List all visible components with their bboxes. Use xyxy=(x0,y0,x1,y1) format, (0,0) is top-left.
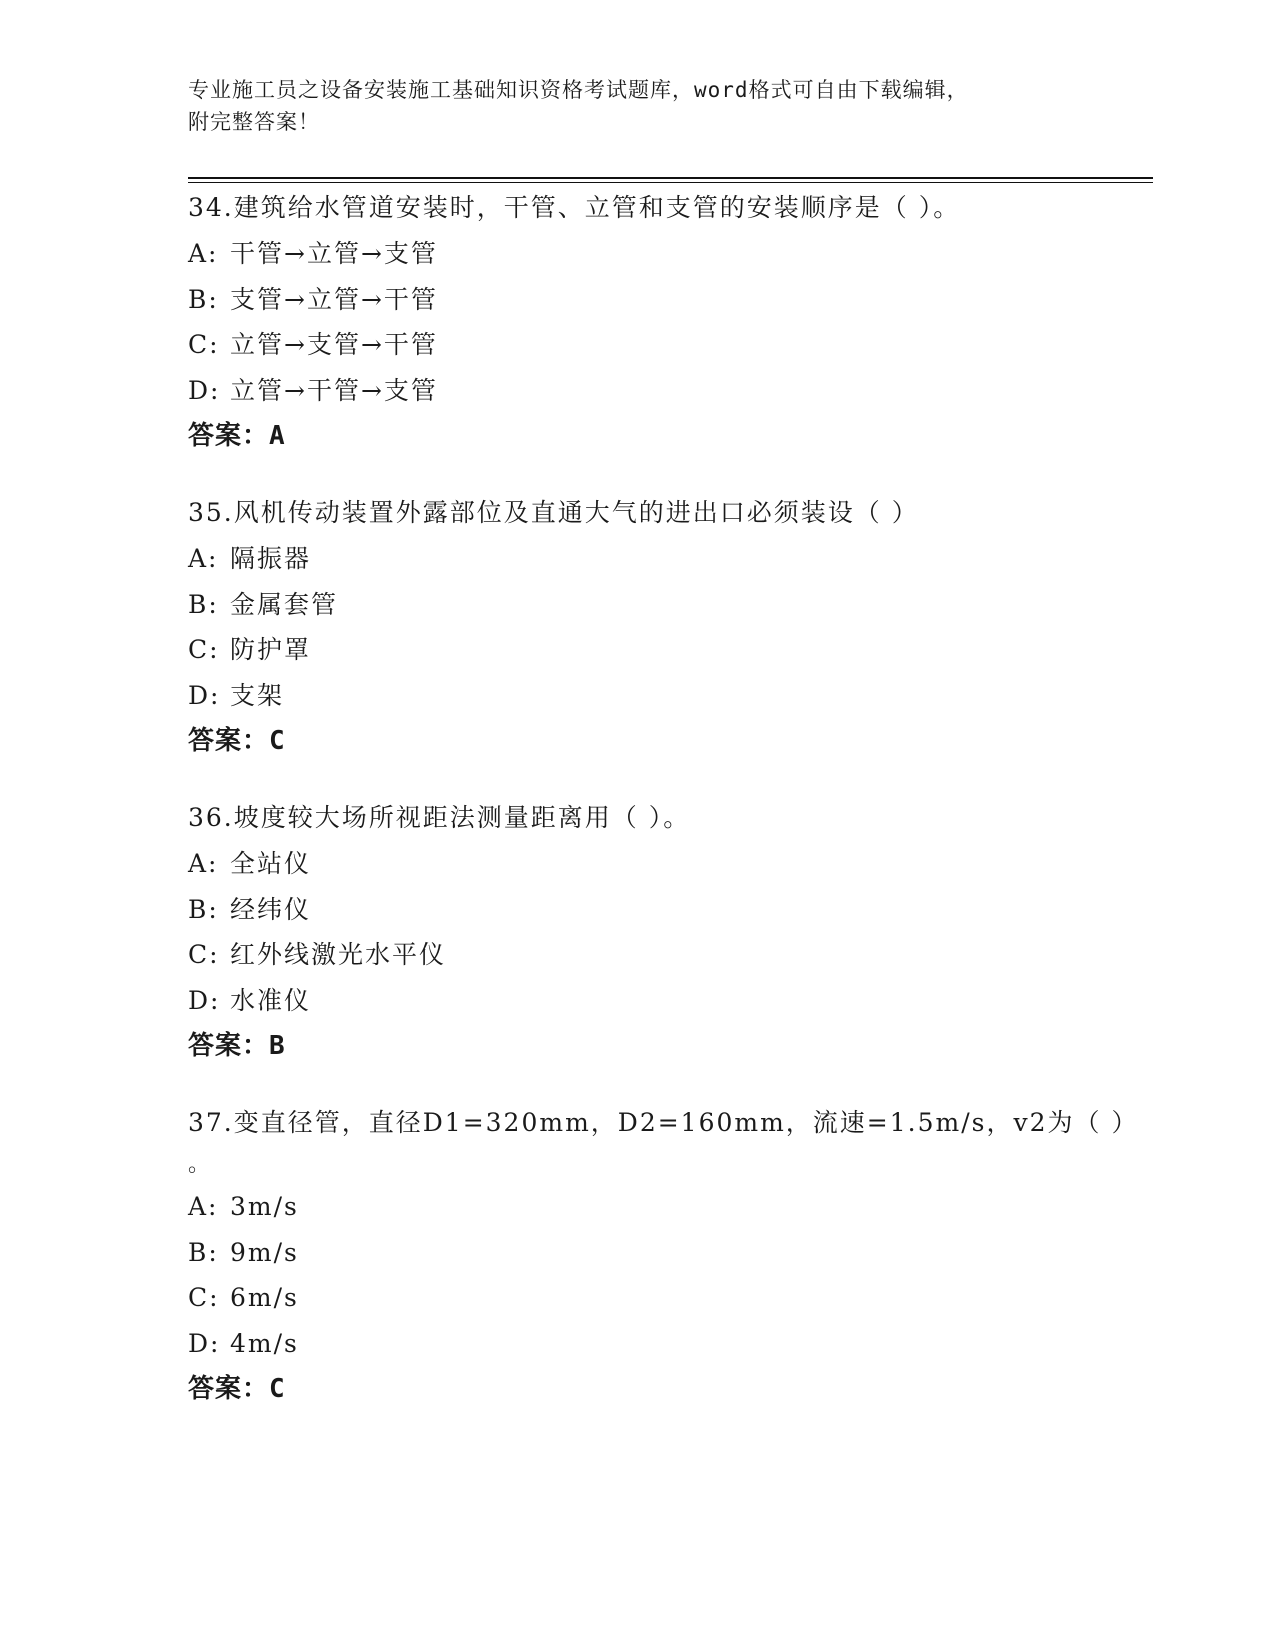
option-a xyxy=(188,536,1128,582)
option-label: C: xyxy=(188,330,220,359)
option-label: B: xyxy=(188,284,219,314)
option-text: 3m/s xyxy=(230,1192,299,1221)
question-stem: 36.坡度较大场所视距法测量距离用（ ）。 xyxy=(188,803,691,832)
option-b xyxy=(188,277,1128,323)
option-text: 经纬仪 xyxy=(230,894,312,924)
question-34 xyxy=(188,185,1128,459)
option-a xyxy=(188,231,1128,277)
answer-line: 答案：C xyxy=(188,1374,286,1404)
option-text: 防护罩 xyxy=(230,635,312,664)
option-text: 全站仪 xyxy=(230,849,312,878)
option-text: 隔振器 xyxy=(230,544,312,573)
option-d xyxy=(188,368,1128,414)
option-text: 金属套管 xyxy=(230,589,339,619)
answer-line: 答案：A xyxy=(188,421,286,451)
option-label: D: xyxy=(188,375,221,405)
option-label: D: xyxy=(188,985,221,1015)
answer-line: 答案：C xyxy=(188,726,286,756)
option-label: D: xyxy=(188,1328,221,1358)
option-label: C: xyxy=(188,635,220,664)
question-stem: 34.建筑给水管道安装时，干管、立管和支管的安装顺序是（ ）。 xyxy=(188,193,961,222)
option-text: 4m/s xyxy=(230,1328,299,1358)
question-36 xyxy=(188,795,1128,1069)
option-text: 立管→干管→支管 xyxy=(230,375,438,405)
option-text: 9m/s xyxy=(230,1237,299,1267)
question-35 xyxy=(188,490,1128,764)
document-header: 专业施工员之设备安装施工基础知识资格考试题库，word格式可自由下载编辑， 附完整答案！ xyxy=(188,78,969,134)
header-divider-thick xyxy=(188,177,1153,179)
question-stem: 35.风机传动装置外露部位及直通大气的进出口必须装设（ ） xyxy=(188,498,919,527)
option-text: 立管→支管→干管 xyxy=(230,330,438,359)
answer-line: 答案：B xyxy=(188,1031,286,1061)
option-text: 水准仪 xyxy=(230,985,312,1015)
option-label: C: xyxy=(188,1283,220,1312)
option-c xyxy=(188,932,1128,978)
question-stem-continuation: 。 xyxy=(188,1152,211,1177)
option-a xyxy=(188,841,1128,887)
option-b xyxy=(188,582,1128,628)
option-d xyxy=(188,673,1128,719)
option-label: B: xyxy=(188,894,219,924)
header-divider-thin xyxy=(188,182,1153,183)
option-text: 6m/s xyxy=(230,1283,299,1312)
question-37 xyxy=(188,1100,1139,1412)
option-label: D: xyxy=(188,680,221,710)
option-text: 红外线激光水平仪 xyxy=(230,940,447,969)
option-label: A: xyxy=(188,1192,219,1221)
option-d xyxy=(188,1321,1128,1367)
option-c xyxy=(188,1275,1128,1321)
option-label: B: xyxy=(188,1237,219,1267)
option-text: 支管→立管→干管 xyxy=(230,284,438,314)
option-label: A: xyxy=(188,849,219,878)
option-label: A: xyxy=(188,544,219,573)
option-c xyxy=(188,322,1128,368)
option-label: A: xyxy=(188,239,219,268)
option-text: 干管→立管→支管 xyxy=(230,239,438,268)
question-stem: 37.变直径管，直径D1=320mm，D2=160mm，流速=1.5m/s，v2为（ ） xyxy=(188,1108,1139,1137)
option-a xyxy=(188,1184,1128,1230)
option-c xyxy=(188,627,1128,673)
option-b xyxy=(188,887,1128,933)
option-d xyxy=(188,978,1128,1024)
option-label: B: xyxy=(188,589,219,619)
option-label: C: xyxy=(188,940,220,969)
option-text: 支架 xyxy=(230,680,285,710)
option-b xyxy=(188,1230,1128,1276)
